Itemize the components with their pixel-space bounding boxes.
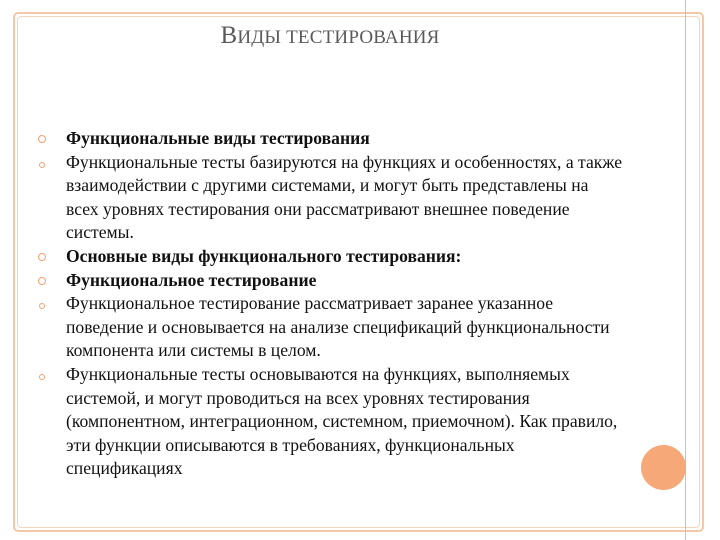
circle-bullet-icon [39,374,45,380]
list-item-text: Основные виды функционального тестирования: [66,245,462,266]
list-item [38,245,623,269]
list-item [38,292,623,363]
title-rest: ИДЫ ТЕСТИРОВАНИЯ [237,27,440,48]
list-item [38,269,623,293]
list-item-text: Функциональные тесты основываются на функциях, выполняемых системой, и могут проводиться на всех уровнях тестирования (компонентном, интеграционном, системном, приемочном). Как правило, эти функции описываются в требованиях, функциональных спецификациях [66,363,618,479]
list-item [38,127,623,151]
list-item [38,151,623,245]
circle-bullet-icon [39,162,45,168]
decorative-circle [641,445,686,490]
list-item-text: Функциональное тестирование рассматривает заранее указанное поведение и основывается на анализе спецификаций функциональности компонента или системы в целом. [66,293,610,361]
list-item-text: Функциональное тестирование [66,269,317,290]
right-vertical-line [685,0,686,540]
circle-bullet-icon [38,277,46,285]
list-item [38,363,623,481]
title-first-letter: В [220,22,238,49]
bullet-list [38,127,623,481]
circle-bullet-icon [38,135,46,143]
circle-bullet-icon [38,253,46,261]
list-item-text: Функциональные виды тестирования [66,128,370,148]
circle-bullet-icon [39,303,45,309]
slide-title [0,22,660,50]
list-item-text: Функциональные тесты базируются на функциях и особенностях, а также взаимодействии с другими системами, и могут быть представлены на всех уровнях тестирования они рассматривают внешнее поведение системы. [66,151,623,243]
